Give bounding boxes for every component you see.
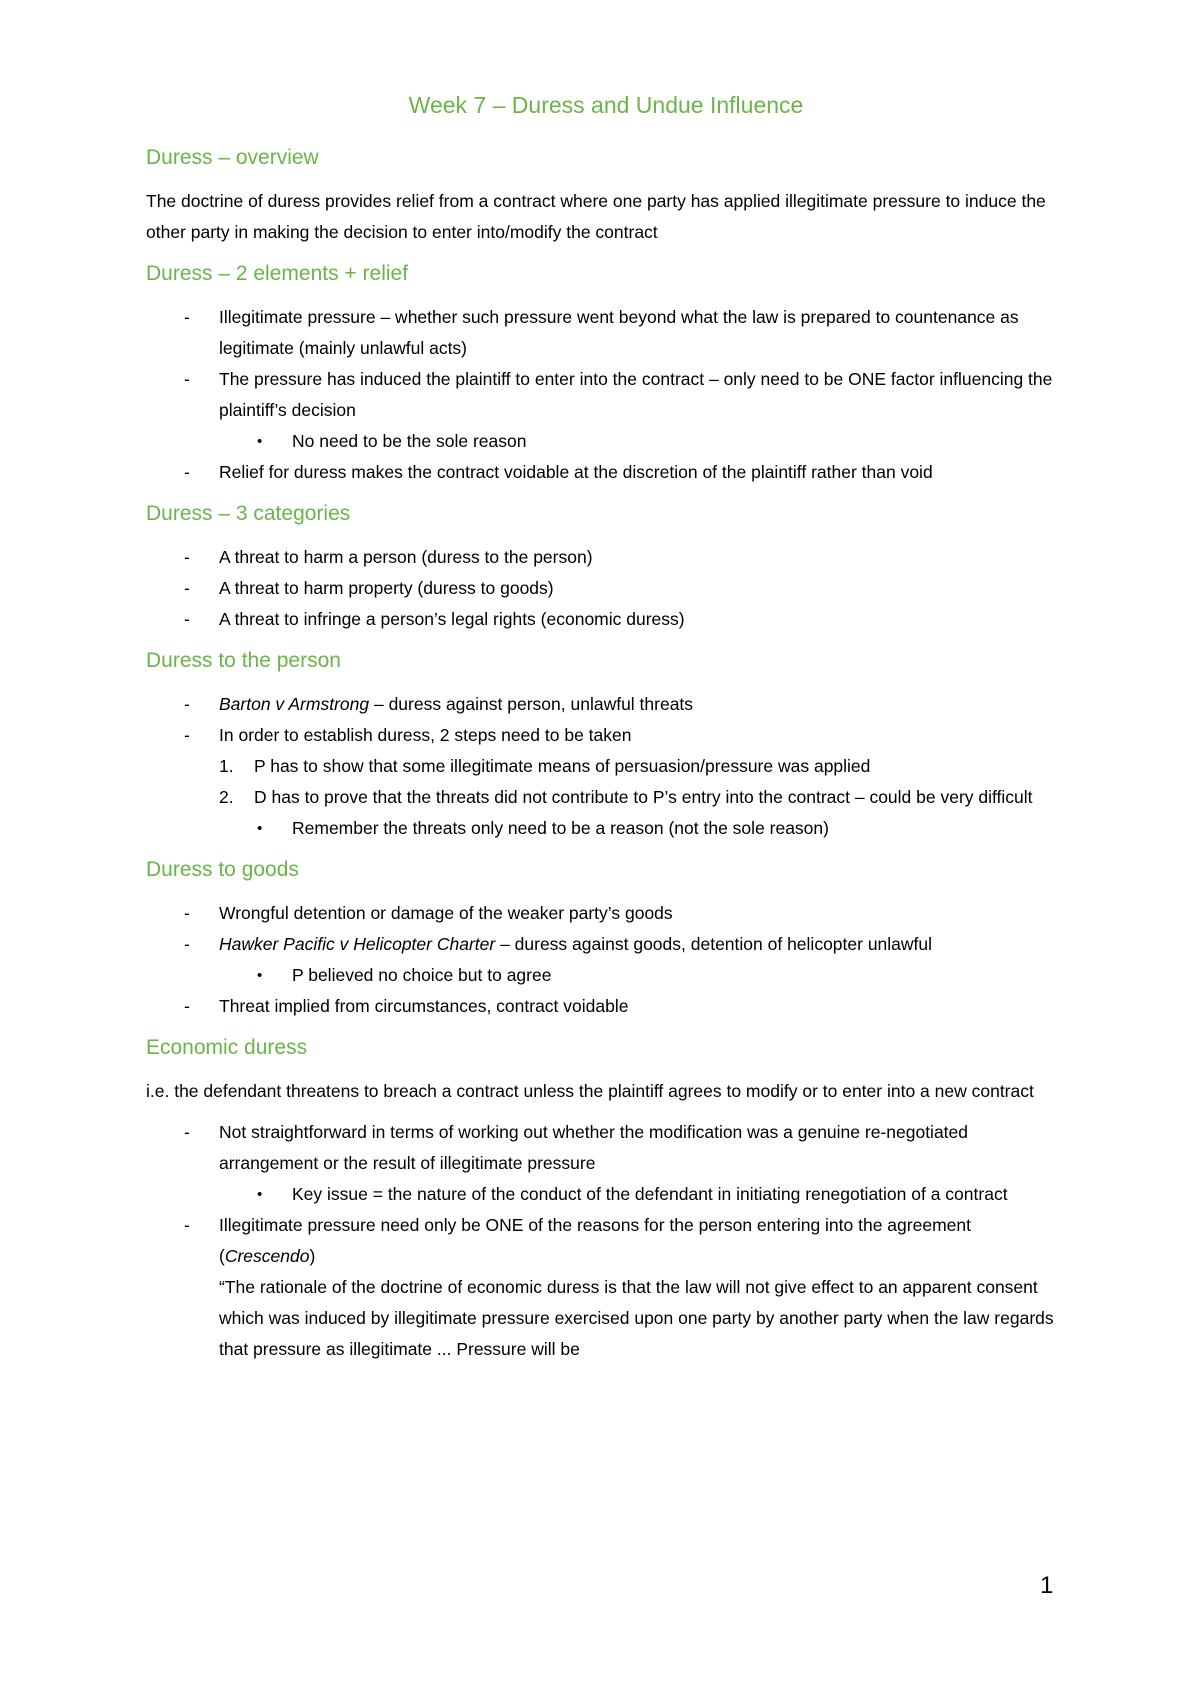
case-name: Hawker Pacific v Helicopter Charter [219, 934, 496, 954]
sub-list [219, 426, 1066, 457]
person-list [146, 689, 1066, 844]
dash-marker: - [184, 1215, 190, 1235]
heading-duress-to-person: Duress to the person [146, 649, 341, 672]
heading-economic-duress: Economic duress [146, 1036, 308, 1059]
goods-list [146, 898, 1066, 1022]
dash-marker: - [184, 462, 190, 482]
dash-marker: - [184, 996, 190, 1016]
list-item: - A threat to harm a person (duress to the person) [146, 542, 1066, 573]
dash-marker: - [184, 725, 190, 745]
sub-list-item: • Remember the threats only need to be a reason (not the sole reason) [219, 813, 1066, 844]
bullet-marker: • [257, 820, 263, 837]
list-item: - In order to establish duress, 2 steps need to be taken 1. P has to show that some illegitimate means of persuasion/pressure was applied 2. D has to prove that the threats did not contribute to P’s entry into the contract – could be very difficult • Remember the threats only need to be a reason (not the sole reason) [146, 720, 1066, 844]
list-item: - Threat implied from circumstances, contract voidable [146, 991, 1066, 1022]
list-item: - Barton v Armstrong – duress against person, unlawful threats [146, 689, 1066, 720]
dash-marker: - [184, 369, 190, 389]
step-number: 2. [219, 787, 234, 807]
case-name: Barton v Armstrong [219, 694, 370, 714]
economic-list [146, 1117, 1066, 1365]
case-name: Crescendo [224, 1246, 310, 1266]
dash-marker: - [184, 609, 190, 629]
elements-list [146, 302, 1066, 488]
heading-duress-elements: Duress – 2 elements + relief [146, 262, 409, 285]
list-item: - Wrongful detention or damage of the weaker party’s goods [146, 898, 1066, 929]
dash-marker: - [184, 307, 190, 327]
sub-list-item: • No need to be the sole reason [219, 426, 1066, 457]
list-item: - Not straightforward in terms of working out whether the modification was a genuine re-negotiated arrangement or the result of illegitimate pressure • Key issue = the nature of the conduct of the defendant in initiating renegotiation of a contract [146, 1117, 1066, 1210]
page-number: 1 [1040, 1572, 1054, 1599]
list-item: - Relief for duress makes the contract voidable at the discretion of the plaintiff rather than void [146, 457, 1066, 488]
categories-list [146, 542, 1066, 635]
sub-list [219, 1179, 1066, 1210]
document-title: Week 7 – Duress and Undue Influence [408, 92, 804, 118]
sub-list [219, 813, 1066, 844]
list-item: - Illegitimate pressure need only be ONE of the reasons for the person entering into the agreement (Crescendo) “The rationale of the doctrine of economic duress is that the law will not give effect to an apparent consent which was induced by illegitimate pressure exercised upon one party by another party when the law regards that pressure as illegitimate ... Pressure will be [146, 1210, 1066, 1365]
dash-marker: - [184, 903, 190, 923]
sub-list-item: • P believed no choice but to agree [219, 960, 1066, 991]
step-item: 1. P has to show that some illegitimate means of persuasion/pressure was applied [219, 751, 1066, 782]
list-item: - A threat to infringe a person’s legal rights (economic duress) [146, 604, 1066, 635]
bullet-marker: • [257, 1186, 263, 1203]
dash-marker: - [184, 934, 190, 954]
economic-paragraph: i.e. the defendant threatens to breach a contract unless the plaintiff agrees to modify or to enter into a new contract [146, 1081, 1034, 1101]
overview-paragraph: The doctrine of duress provides relief from a contract where one party has applied illegitimate pressure to induce the other party in making the decision to enter into/modify the contract [146, 191, 1046, 242]
heading-duress-categories: Duress – 3 categories [146, 502, 351, 525]
step-number: 1. [219, 756, 234, 776]
quote-text: “The rationale of the doctrine of economic duress is that the law will not give effect to an apparent consent which was induced by illegitimate pressure exercised upon one party by another party when the law regards that pressure as illegitimate ... Pressure will be [219, 1277, 1054, 1359]
dash-marker: - [184, 578, 190, 598]
bullet-marker: • [257, 967, 263, 984]
sub-list-item: • Key issue = the nature of the conduct of the defendant in initiating renegotiation of a contract [219, 1179, 1066, 1210]
sub-list [219, 960, 1066, 991]
dash-marker: - [184, 694, 190, 714]
heading-duress-overview: Duress – overview [146, 146, 319, 169]
dash-marker: - [184, 1122, 190, 1142]
document-body [146, 88, 1066, 1375]
list-item: - Hawker Pacific v Helicopter Charter – duress against goods, detention of helicopter unlawful • P believed no choice but to agree [146, 929, 1066, 991]
dash-marker: - [184, 547, 190, 567]
heading-duress-to-goods: Duress to goods [146, 858, 299, 881]
steps-list [219, 751, 1066, 844]
list-item: - Illegitimate pressure – whether such pressure went beyond what the law is prepared to countenance as legitimate (mainly unlawful acts) [146, 302, 1066, 364]
bullet-marker: • [257, 433, 263, 450]
list-item: - The pressure has induced the plaintiff to enter into the contract – only need to be ONE factor influencing the plaintiff’s decision • No need to be the sole reason [146, 364, 1066, 457]
step-item: 2. D has to prove that the threats did not contribute to P’s entry into the contract – could be very difficult • Remember the threats only need to be a reason (not the sole reason) [219, 782, 1066, 844]
list-item: - A threat to harm property (duress to goods) [146, 573, 1066, 604]
